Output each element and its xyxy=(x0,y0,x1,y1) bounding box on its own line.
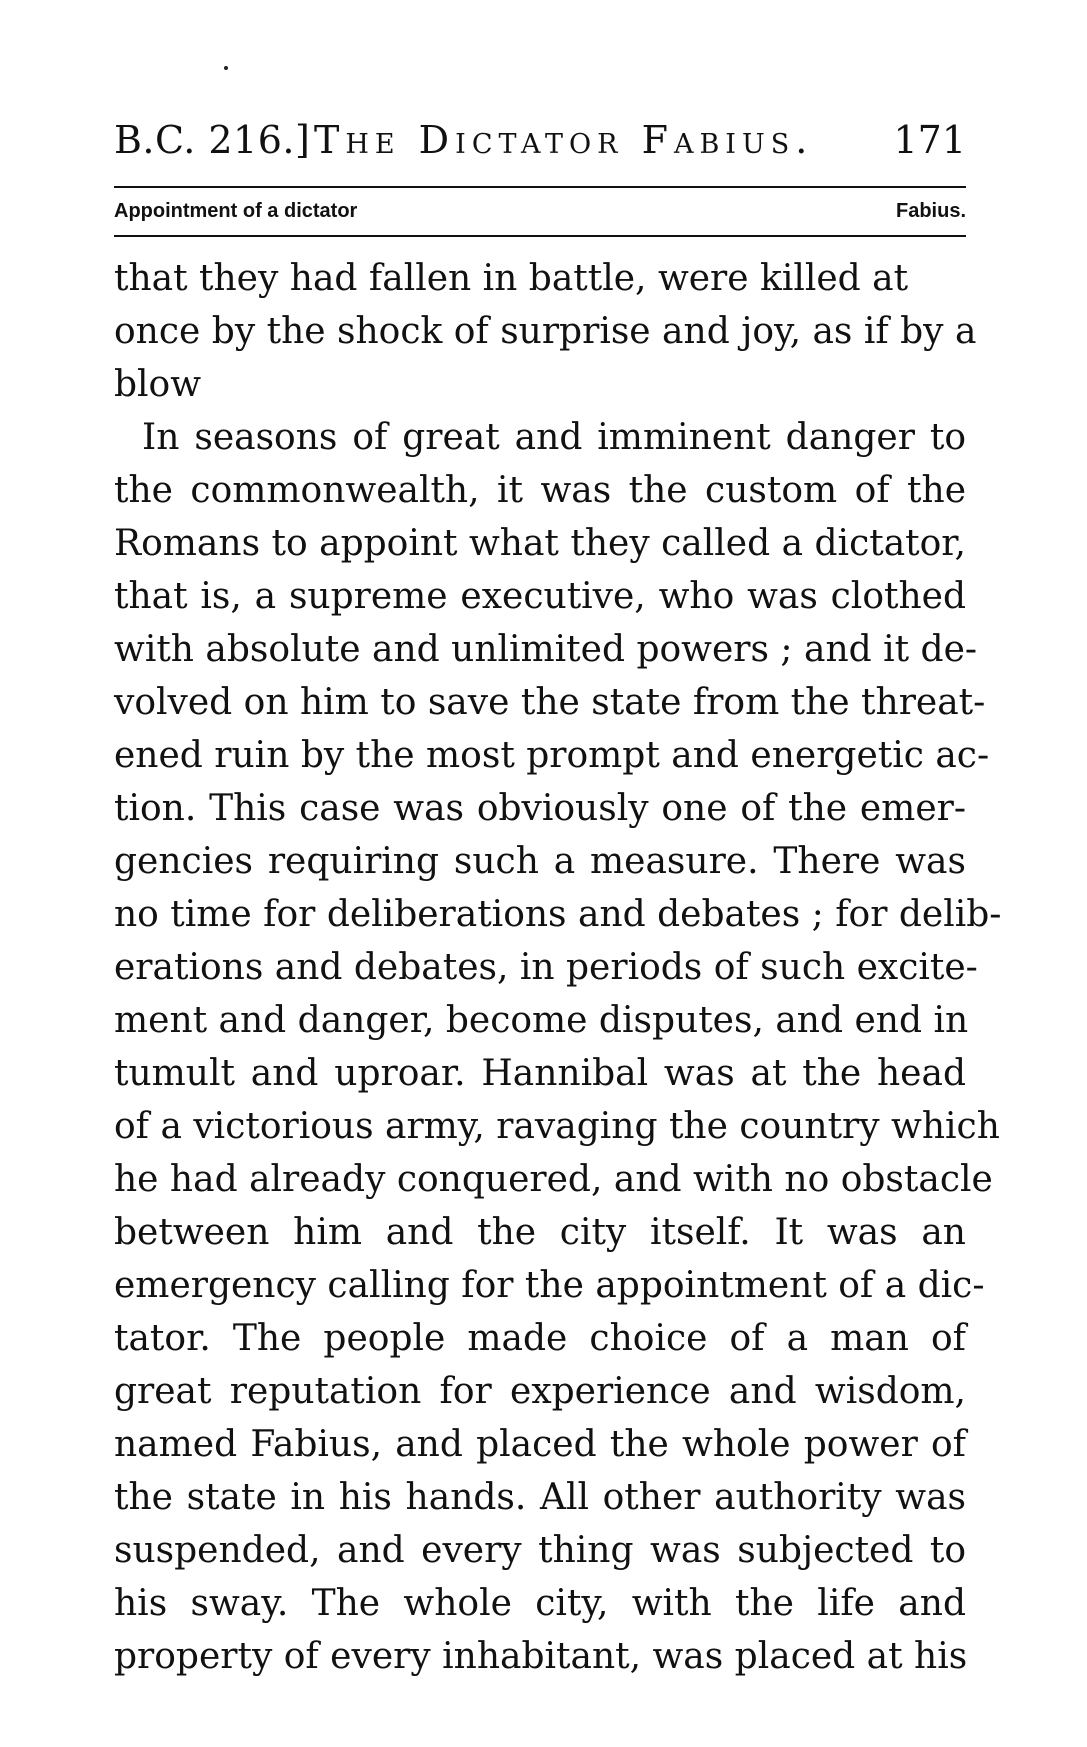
page-number: 171 xyxy=(893,118,966,162)
text-line: emergency calling for the appointment of a dic- xyxy=(114,1265,985,1306)
text-line: named Fabius, and placed the whole power of xyxy=(114,1424,966,1465)
text-line: that they had fallen in battle, were killed at xyxy=(114,258,909,299)
text-line: erations and debates, in periods of such excite- xyxy=(114,947,978,988)
text-line: tumult and uproar. Hannibal was at the head xyxy=(114,1053,966,1094)
text-line: once by the shock of surprise and joy, as if by a xyxy=(114,311,977,352)
side-note-left: Appointment of a dictator xyxy=(114,200,358,222)
text-line: his sway. The whole city, with the life and xyxy=(114,1583,966,1624)
body-text xyxy=(114,252,1002,1683)
text-line: Romans to appoint what they called a dictator, xyxy=(114,523,966,564)
text-line: that is, a supreme executive, who was clothed xyxy=(114,576,966,617)
text-line: gencies requiring such a measure. There was xyxy=(114,841,966,882)
text-line: tator. The people made choice of a man of xyxy=(114,1318,966,1359)
text-line: volved on him to save the state from the threat- xyxy=(114,682,986,723)
side-note-header xyxy=(114,192,966,230)
text-line: between him and the city itself. It was an xyxy=(114,1212,966,1253)
text-line: the state in his hands. All other authority was xyxy=(114,1477,966,1518)
text-line: with absolute and unlimited powers ; and it de- xyxy=(114,629,978,670)
text-line: great reputation for experience and wisdom, xyxy=(114,1371,966,1412)
text-line: In seasons of great and imminent danger to xyxy=(142,417,966,458)
text-line: tion. This case was obviously one of the emer- xyxy=(114,788,966,829)
header-rule-bottom xyxy=(114,235,966,237)
text-line: blow xyxy=(114,364,202,405)
text-line: of a victorious army, ravaging the country which xyxy=(114,1106,1000,1147)
running-head-title: The Dictator Fabius. xyxy=(314,118,814,162)
running-head-date: B.C. 216.] xyxy=(114,118,311,162)
text-line: the commonwealth, it was the custom of the xyxy=(114,470,966,511)
header-rule-top xyxy=(114,186,966,188)
text-line: no time for deliberations and debates ; for delib- xyxy=(114,894,1002,935)
text-line: he had already conquered, and with no obstacle xyxy=(114,1159,993,1200)
side-note-right: Fabius. xyxy=(895,200,966,222)
running-head xyxy=(114,112,966,168)
text-line: suspended, and every thing was subjected to xyxy=(114,1530,966,1571)
text-line: ment and danger, become disputes, and end in xyxy=(114,1000,969,1041)
ink-speck xyxy=(224,66,228,70)
text-line: property of every inhabitant, was placed at his xyxy=(114,1636,968,1677)
text-line: ened ruin by the most prompt and energetic ac- xyxy=(114,735,990,776)
